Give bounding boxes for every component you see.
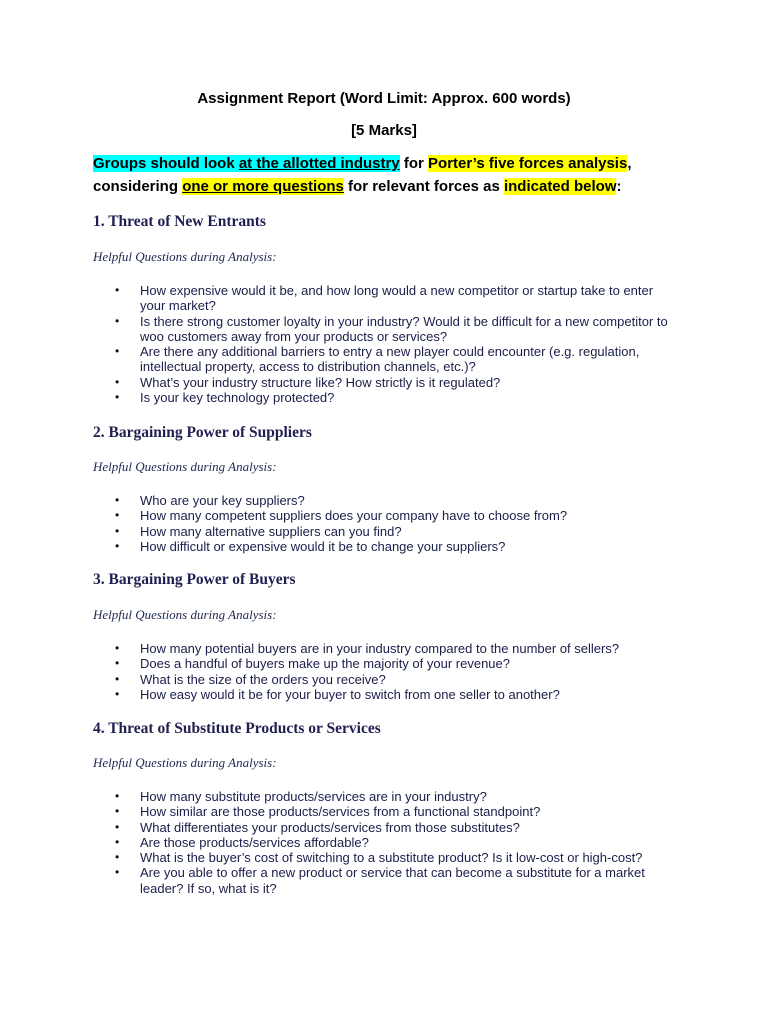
helpful-questions-label: Helpful Questions during Analysis: xyxy=(93,755,277,770)
section-heading: 2. Bargaining Power of Suppliers xyxy=(93,424,312,441)
question-text: Are you able to offer a new product or service that can become a substitute for a market leader? If so, what is it? xyxy=(140,865,645,896)
bullet-icon: • xyxy=(115,834,120,849)
list-item xyxy=(113,375,673,390)
bullet-icon: • xyxy=(115,508,120,523)
intro-questions-highlight: one or more questions xyxy=(182,178,344,195)
bullet-icon: • xyxy=(115,819,120,834)
list-item xyxy=(113,539,673,554)
question-text: How many alternative suppliers can you find? xyxy=(140,523,402,539)
marks-label: [5 Marks] xyxy=(351,122,417,139)
bullet-icon: • xyxy=(115,374,120,389)
question-text: What is the size of the orders you receive? xyxy=(140,671,386,687)
helpful-questions-label: Helpful Questions during Analysis: xyxy=(93,607,277,622)
bullet-icon: • xyxy=(115,850,120,865)
question-text: Are there any additional barriers to entry a new player could encounter (e.g. regulation, intellectual property, access to distribution channels, etc.)? xyxy=(140,344,640,375)
section-heading: 4. Threat of Substitute Products or Services xyxy=(93,720,381,737)
intro-line-2 xyxy=(93,175,693,198)
list-item xyxy=(113,804,673,819)
question-list xyxy=(113,789,673,896)
list-item xyxy=(113,493,673,508)
question-text: Is there strong customer loyalty in your industry? Would it be difficult for a new competitor to woo customers away from your products or services? xyxy=(140,313,668,344)
bullet-icon: • xyxy=(115,804,120,819)
bullet-icon: • xyxy=(115,523,120,538)
list-item xyxy=(113,835,673,850)
question-text: How many competent suppliers does your company have to choose from? xyxy=(140,508,568,524)
bullet-icon: • xyxy=(115,493,120,507)
question-text: How many potential buyers are in your industry compared to the number of sellers? xyxy=(140,641,620,656)
bullet-icon: • xyxy=(115,865,120,880)
question-text: What is the buyer’s cost of switching to a substitute product? Is it low-cost or high-cost? xyxy=(140,850,643,866)
bullet-icon: • xyxy=(115,283,120,297)
bullet-icon: • xyxy=(115,390,120,405)
list-item xyxy=(113,390,673,405)
bullet-icon: • xyxy=(115,671,120,686)
question-text: Are those products/services affordable? xyxy=(140,834,369,850)
list-item xyxy=(113,508,673,523)
question-text: What differentiates your products/services from those substitutes? xyxy=(140,819,520,835)
intro-text: : xyxy=(616,178,622,195)
intro-text: considering xyxy=(93,178,183,195)
intro-text: for relevant forces as xyxy=(343,178,504,195)
list-item xyxy=(113,865,673,896)
question-text: What’s your industry structure like? How strictly is it regulated? xyxy=(140,374,501,390)
intro-text: , xyxy=(627,155,632,172)
list-item xyxy=(113,789,673,804)
list-item xyxy=(113,314,673,345)
section-heading: 3. Bargaining Power of Buyers xyxy=(93,571,296,588)
list-item xyxy=(113,850,673,865)
intro-line-1 xyxy=(93,152,693,175)
question-text: How expensive would it be, and how long would a new competitor or startup take to enter your market? xyxy=(140,283,654,314)
intro-porter-highlight: Porter’s five forces analysis xyxy=(428,155,628,172)
question-text: How many substitute products/services are in your industry? xyxy=(140,789,487,804)
question-text: How similar are those products/services from a functional standpoint? xyxy=(140,804,541,820)
question-list xyxy=(113,283,673,405)
question-text: Does a handful of buyers make up the majority of your revenue? xyxy=(140,656,510,672)
assignment-title: Assignment Report (Word Limit: Approx. 600 words) xyxy=(197,90,571,107)
intro-allotted-industry: at the allotted industry xyxy=(238,155,400,172)
list-item xyxy=(113,820,673,835)
question-list xyxy=(113,641,673,702)
intro-highlight-cyan: Groups should look xyxy=(93,155,239,172)
list-item xyxy=(113,524,673,539)
list-item xyxy=(113,641,673,656)
intro-indicated-highlight: indicated below xyxy=(503,178,617,195)
question-text: Who are your key suppliers? xyxy=(140,493,305,508)
section-heading: 1. Threat of New Entrants xyxy=(93,213,266,230)
helpful-questions-label: Helpful Questions during Analysis: xyxy=(93,459,277,474)
intro-text: for xyxy=(399,155,429,172)
list-item xyxy=(113,344,673,375)
list-item xyxy=(113,283,673,314)
helpful-questions-label: Helpful Questions during Analysis: xyxy=(93,249,277,264)
question-text: Is your key technology protected? xyxy=(140,390,335,406)
bullet-icon: • xyxy=(115,313,120,328)
bullet-icon: • xyxy=(115,656,120,671)
question-text: How easy would it be for your buyer to switch from one seller to another? xyxy=(140,686,560,702)
bullet-icon: • xyxy=(115,641,120,655)
bullet-icon: • xyxy=(115,538,120,553)
question-list xyxy=(113,493,673,554)
bullet-icon: • xyxy=(115,789,120,803)
bullet-icon: • xyxy=(115,344,120,359)
list-item xyxy=(113,656,673,671)
question-text: How difficult or expensive would it be to change your suppliers? xyxy=(140,538,506,554)
list-item xyxy=(113,687,673,702)
bullet-icon: • xyxy=(115,686,120,701)
list-item xyxy=(113,672,673,687)
